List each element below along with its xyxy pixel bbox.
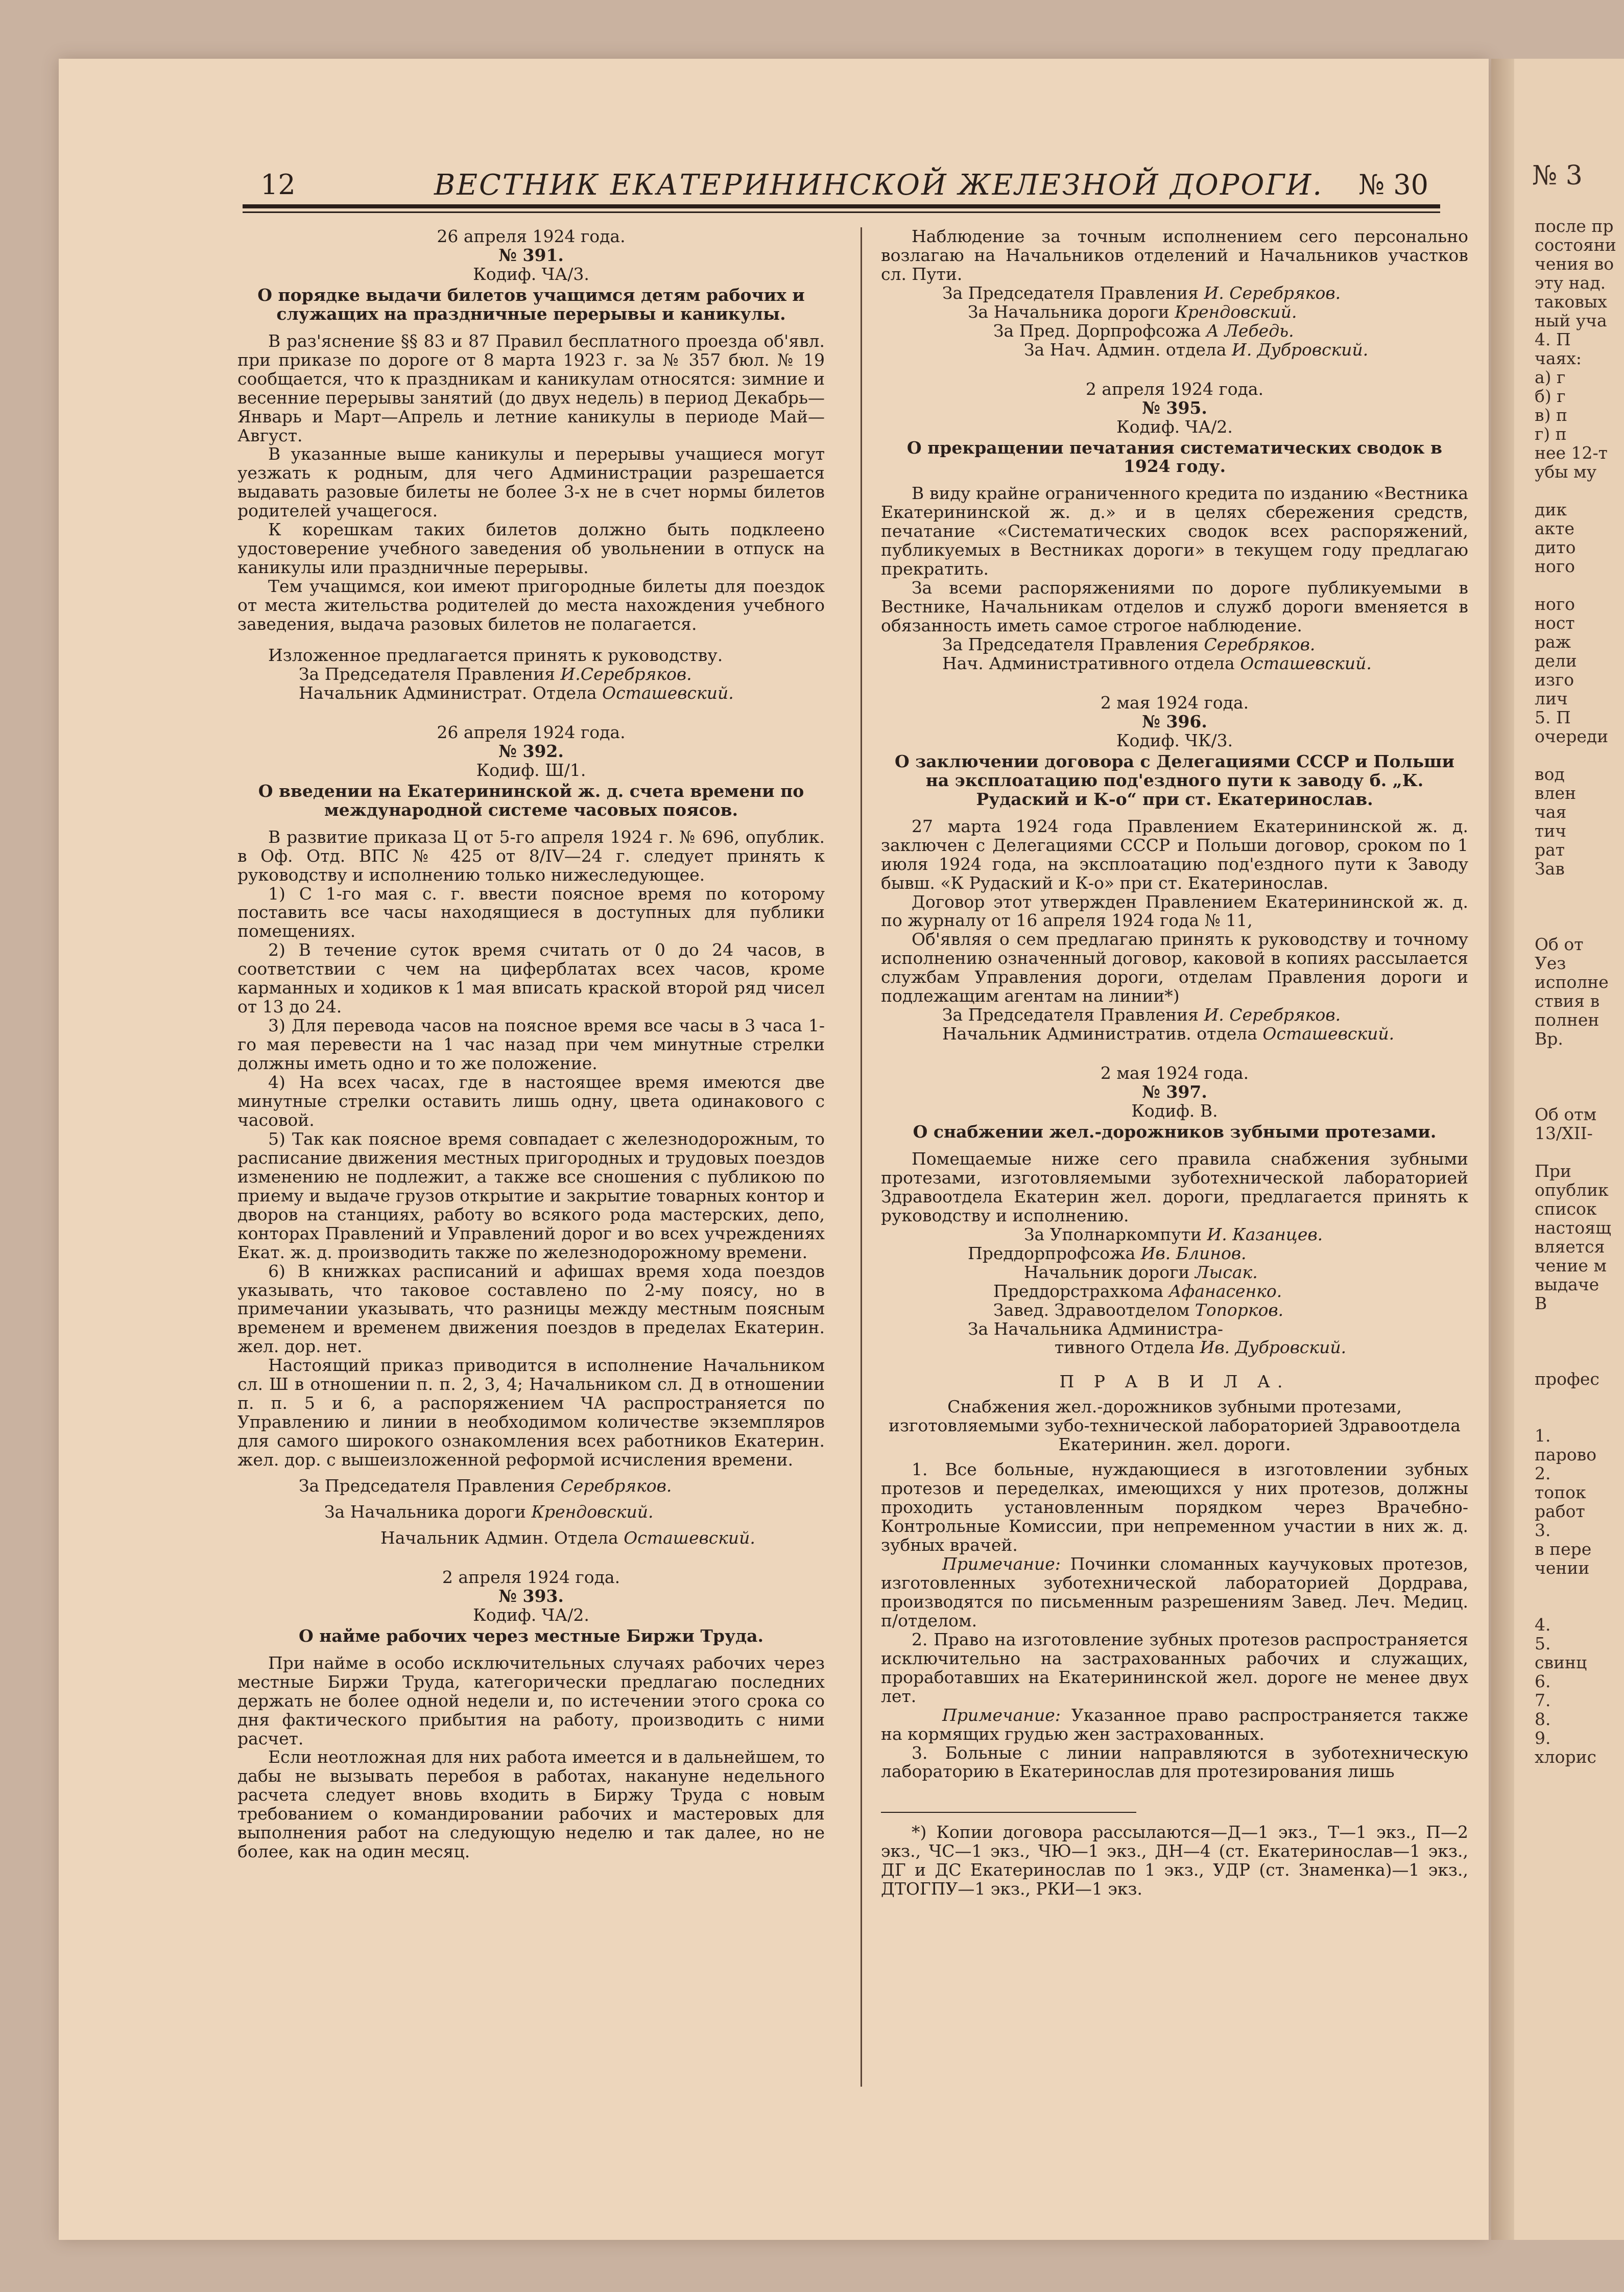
page-number: 12 xyxy=(260,169,296,201)
next-page-line: свинц xyxy=(1535,1652,1587,1672)
next-page-line: хлорис xyxy=(1535,1747,1597,1767)
order-395 xyxy=(881,380,1468,673)
next-page-line: ност xyxy=(1535,613,1575,633)
next-page-line xyxy=(1514,1068,1616,1086)
next-page-line: 4. xyxy=(1535,1615,1551,1635)
next-page-line: таковых xyxy=(1535,292,1607,312)
order-title: О найме рабочих через местные Биржи Труда. xyxy=(298,1625,763,1646)
next-page-line: тич xyxy=(1535,821,1567,841)
next-page-line: ного xyxy=(1535,594,1575,614)
paragraph: При найме в особо исключительных случаях рабочих через местные Биржи Труда, категорически предлагаю последних держать не более одной недели и, по истечении этого срока со дня фактического прибытия на работу, производить с ними расчет. xyxy=(237,1652,825,1748)
next-page-lines xyxy=(1514,217,1616,1767)
signature-line: За Председателя Правления И.Серебряков. xyxy=(299,664,692,684)
signature-line: За Председателя Правления И. Серебряков. xyxy=(942,282,1341,303)
paragraph: В указанные выше каникулы и перерывы учащиеся могут уезжать к родным, для чего Администрации разрешается выдавать разовые билеты не более 3-х не в счет нормы билетов родителей учащегося. xyxy=(237,444,825,521)
next-page-line: в пере xyxy=(1535,1539,1592,1559)
next-page-line: Вр. xyxy=(1535,1029,1563,1049)
paragraph: В виду крайне ограниченного кредита по изданию «Вестника Екатерининской ж. д.» и в целях сбережения средств, печатание «Систематических сводок всех распоряжений, публикуемых в Вестниках дороги» в текущем году предлагаю прекратить. xyxy=(881,483,1468,579)
signature-line: За Председателя Правления И. Серебряков. xyxy=(942,1005,1341,1025)
next-page-line xyxy=(1514,1086,1616,1105)
next-page-line xyxy=(1514,1408,1616,1427)
next-page-line: 8. xyxy=(1535,1709,1551,1729)
header-rule xyxy=(243,204,1440,208)
next-page-line xyxy=(1514,1332,1616,1351)
next-page-line: список xyxy=(1535,1199,1597,1219)
right-column xyxy=(881,227,1468,1899)
order-397 xyxy=(881,1064,1468,1357)
signature-line: тивного Отдела Ив. Дубровский. xyxy=(1055,1337,1347,1358)
next-page-line: работ xyxy=(1535,1501,1585,1521)
signature-line: Начальник Административ. отдела Осташевский. xyxy=(942,1024,1395,1044)
next-page-line xyxy=(1514,897,1616,916)
next-page-line: влен xyxy=(1535,783,1577,803)
next-page-line: вод xyxy=(1535,764,1565,784)
next-page-line: топок xyxy=(1535,1482,1586,1502)
next-page-line xyxy=(1514,916,1616,935)
next-page-line: чая xyxy=(1535,802,1567,822)
signature-line: За Нач. Админ. отдела И. Дубровский. xyxy=(1024,339,1369,360)
next-page-line: состояни xyxy=(1535,235,1616,255)
issue-number: № 30 xyxy=(1358,169,1428,201)
next-page-line: рат xyxy=(1535,840,1565,860)
next-page-line: В xyxy=(1535,1293,1547,1313)
order-date: 26 апреля 1924 года. xyxy=(437,226,626,246)
next-page-line: выдаче xyxy=(1535,1274,1599,1294)
next-page-line: исполне xyxy=(1535,972,1609,992)
paragraph: Если неотложная для них работа имеется и в дальнейшем, то дабы не вызывать перебоя в работах, накануне недельного расчета следует вновь входить в Биржу Труда с новым требованием о командировании рабочих и мастеровых для выполнения работ на следующую неделю и так далее, но не более, как на один месяц. xyxy=(237,1747,825,1862)
signature-line: Начальник Администрат. Отдела Осташевский. xyxy=(299,682,734,703)
signature-line: За Пред. Дорпрофсожа А Лебедь. xyxy=(993,320,1294,341)
order-date: 2 мая 1924 года. xyxy=(1100,692,1249,713)
rules-section xyxy=(881,1373,1468,1781)
next-page-line: чении xyxy=(1535,1558,1590,1578)
next-page-stub xyxy=(1514,59,1624,2240)
signature-line: Завед. Здравоотделом Топорков. xyxy=(993,1299,1284,1320)
footnote-rule xyxy=(881,1812,1136,1813)
order-title: О снабжении жел.-дорожников зубными протезами. xyxy=(913,1121,1437,1142)
order-codif: Кодиф. ЧА/3. xyxy=(473,264,589,284)
next-page-line xyxy=(1514,576,1616,595)
next-page-line: а) г xyxy=(1535,367,1566,387)
paragraph: За всеми распоряжениями по дороге публикуемыми в Вестнике, Начальникам отделов и служб дороги вменяется в обязанность иметь самое строгое наблюдение. xyxy=(881,578,1468,636)
next-page-line: настоящ xyxy=(1535,1218,1611,1238)
next-page-line: ствия в xyxy=(1535,991,1600,1011)
next-page-line: Об от xyxy=(1535,934,1584,954)
paragraph: 6) В книжках расписаний и афишах время хода поездов указывать, что таковое составлено по 2-му поясу, но в примечании указывать, что разницы между местным поясным временем и временем движения поездов в пределах Екатерин. жел. дор. нет. xyxy=(237,1261,825,1357)
order-393 xyxy=(237,1568,825,1861)
signature-line: Преддорстрахкома Афанасенко. xyxy=(993,1281,1282,1301)
paragraph: Настоящий приказ приводится в исполнение Начальником сл. Ш в отношении п. п. 2, 3, 4; Начальником сл. Д в отношении п. п. 5 и 6, а распоряжением ЧА распространяется по Управлению и линии в необходимом количестве экземпляров для самого широкого ознакомления всех работников Екатерин. жел. дор. с вышеизложенной реформой исчисления времени. xyxy=(237,1355,825,1470)
paragraph: 5) Так как поясное время совпадает с железнодорожным, то расписание движения местных пригородных и трудовых поездов изменению не подлежит, а также все сношения с публикою по приему и выдаче грузов открытие и закрытие товарных контор и дворов на станциях, работу во всякого рода мастерских, депо, конторах Правлений и Управлений дорог и во всех учреждениях Екат. ж. д. производить также по железнодорожному времени. xyxy=(237,1128,825,1262)
next-page-line xyxy=(1514,1049,1616,1068)
next-page-line: 1. xyxy=(1535,1426,1551,1446)
note: Примечание: Починки сломанных каучуковых протезов, изготовленных зуботехнической лабораторией Дордрава, производятся по письменным разрешениям Завед. Леч. Медиц. п/отделом. xyxy=(881,1554,1468,1631)
order-391 xyxy=(237,227,825,703)
next-page-line xyxy=(1514,746,1616,765)
next-page-line: 13/XII- xyxy=(1535,1123,1593,1143)
signature-line: Начальник Админ. Отдела Осташевский. xyxy=(380,1527,755,1548)
order-codif: Кодиф. ЧА/2. xyxy=(473,1604,589,1625)
next-page-line xyxy=(1514,1351,1616,1370)
next-page-line xyxy=(1514,1578,1616,1597)
signature-line: За Начальника дороги Крендовский. xyxy=(968,301,1297,322)
next-page-line: 5. П xyxy=(1535,707,1571,727)
next-page-line: раж xyxy=(1535,632,1571,652)
page-fold xyxy=(1491,59,1514,2240)
paragraph: 2. Право на изготовление зубных протезов распространяется исключительно на застрахованных рабочих и служащих, проработавших на Екатерининской жел. дороге не менее двух лет. xyxy=(881,1629,1468,1706)
order-393-continued xyxy=(881,227,1468,360)
signature-line: За Начальника Администра- xyxy=(968,1318,1224,1339)
order-392 xyxy=(237,723,825,1548)
header-rule-thin xyxy=(243,211,1440,213)
next-page-line: 9. xyxy=(1535,1728,1551,1748)
next-page-line: 5. xyxy=(1535,1634,1551,1653)
next-page-line: 2. xyxy=(1535,1463,1551,1483)
footnote: *) Копии договора рассылаются—Д—1 экз., Т—1 экз., П—2 экз., ЧС—1 экз., ЧЮ—1 экз., ДН—4 (ст. Екатеринослав—1 экз., ДГ и ДС Екатеринослав по 1 экз., УДР (ст. Знаменка)—1 экз., ДТОГПУ—1 экз., РКИ—1 экз. xyxy=(881,1822,1468,1899)
order-codif: Кодиф. ЧА/2. xyxy=(1116,416,1233,437)
next-page-line xyxy=(1514,1597,1616,1616)
paragraph: 2) В течение суток время считать от 0 до 24 часов, в соответствии с чем на циферблатах всех часов, кроме карманных и ходиков к 1 мая вписать краской второй ряд чисел от 13 до 24. xyxy=(237,940,825,1017)
paragraph: Наблюдение за точным исполнением сего персонально возлагаю на Начальников отделений и Начальников участков сл. Пути. xyxy=(881,226,1468,284)
next-page-line: очереди xyxy=(1535,726,1609,746)
next-page-line: убы му xyxy=(1535,462,1597,482)
next-page-line: Уез xyxy=(1535,953,1566,973)
next-page-line: парово xyxy=(1535,1445,1597,1464)
next-page-line: акте xyxy=(1535,518,1575,538)
next-page-line: 6. xyxy=(1535,1671,1551,1691)
paragraph: 1) С 1-го мая с. г. ввести поясное время по которому поставить все часы находящиеся в доступных для публики помещениях. xyxy=(237,883,825,941)
order-number: № 395. xyxy=(1142,397,1207,418)
order-codif: Кодиф. В. xyxy=(1131,1101,1218,1121)
order-codif: Кодиф. ЧК/3. xyxy=(1116,730,1233,750)
next-page-line: ного xyxy=(1535,556,1575,576)
rules-heading: П Р А В И Л А. xyxy=(1059,1372,1290,1392)
newspaper-title: ВЕСТНИК ЕКАТЕРИНИНСКОЙ ЖЕЛЕЗНОЙ ДОРОГИ. xyxy=(434,169,1324,202)
paragraph: 3. Больные с линии направляются в зуботехническую лабораторию в Екатеринослав для протезирования лишь xyxy=(881,1742,1468,1782)
order-number: № 396. xyxy=(1142,711,1207,731)
order-title: О прекращении печатания систематических сводок в 1924 году. xyxy=(906,437,1443,477)
next-page-header: № 3 xyxy=(1532,160,1583,191)
paragraph: 27 марта 1924 года Правлением Екатерининской ж. д. заключен с Делегациями СССР и Польши договор, сроком по 1 июля 1924 года, на эксплоатацию под'ездного пути к Заводу бывш. «К Рудаский и К-о» при ст. Екатеринослав. xyxy=(881,816,1468,893)
next-page-line: опублик xyxy=(1535,1180,1609,1200)
order-number: № 393. xyxy=(498,1586,564,1606)
next-page-line: чаях: xyxy=(1535,348,1582,368)
next-page-line xyxy=(1514,879,1616,897)
order-396 xyxy=(881,694,1468,1044)
order-date: 2 мая 1924 года. xyxy=(1100,1063,1249,1083)
next-page-line: дели xyxy=(1535,651,1577,671)
next-page-line: лич xyxy=(1535,689,1568,708)
paragraph: В развитие приказа Ц от 5-го апреля 1924 г. № 696, опублик. в Оф. Отд. ВПС № 425 от 8/IV—24 г. следует принять к руководству и исполнению только нижеследующее. xyxy=(237,826,825,885)
next-page-line: чения во xyxy=(1535,254,1614,274)
next-page-line: 7. xyxy=(1535,1690,1551,1710)
next-page-line: полнен xyxy=(1535,1010,1599,1030)
order-codif: Кодиф. Ш/1. xyxy=(476,760,586,780)
paragraph: 4) На всех часах, где в настоящее время имеются две минутные стрелки оставить лишь одну, цвета одинакового с часовой. xyxy=(237,1072,825,1130)
next-page-line: Об отм xyxy=(1535,1104,1597,1124)
next-page-line: профес xyxy=(1535,1369,1599,1389)
paragraph: Изложенное предлагается принять к руководству. xyxy=(268,645,723,666)
signature-line: Начальник дороги Лысак. xyxy=(1024,1262,1258,1282)
order-number: № 397. xyxy=(1142,1082,1207,1102)
order-title: О введении на Екатерининской ж. д. счета времени по международной системе часовых поясов. xyxy=(258,781,804,820)
paragraph: В раз'яснение §§ 83 и 87 Правил бесплатного проезда об'явл. при приказе по дороге от 8 марта 1923 г. за № 357 бюл. № 19 сообщается, что к праздникам и каникулам относятся: зимние и весенние перерывы занятий (до двух недель) в период Декабрь—Январь и Март—Апрель и летние каникулы в периоде Май—Август. xyxy=(237,330,825,445)
next-page-line xyxy=(1514,1143,1616,1162)
order-title: О порядке выдачи билетов учащимся детям рабочих и служащих на праздничные перерывы и каникулы. xyxy=(257,285,805,324)
next-page-line: г) п xyxy=(1535,424,1567,444)
rules-subtitle: Снабжения жел.-дорожников зубными протезами, изготовляемыми зубо-технической лабораторией Здравоотдела Екатеринин. жел. дороги. xyxy=(889,1397,1461,1455)
paragraph: Помещаемые ниже сего правила снабжения зубными протезами, изготовляемыми зуботехнической лабораторией Здравоотдела Екатерин жел. дороги, предлагается принять к руководству и исполнению. xyxy=(881,1148,1468,1225)
signature-line: За Уполнаркомпути И. Казанцев. xyxy=(1024,1224,1323,1244)
next-page-line xyxy=(1514,1313,1616,1332)
paragraph: Договор этот утвержден Правлением Екатерининской ж. д. по журналу от 16 апреля 1924 года № 11, xyxy=(881,891,1468,931)
next-page-line: чение м xyxy=(1535,1256,1607,1275)
next-page-line xyxy=(1514,482,1616,501)
left-column xyxy=(237,227,825,1861)
next-page-line: 4. П xyxy=(1535,329,1571,349)
order-number: № 392. xyxy=(498,741,564,761)
next-page-line: после пр xyxy=(1535,216,1614,236)
order-number: № 391. xyxy=(498,245,564,265)
next-page-line: дик xyxy=(1535,500,1567,519)
next-page-line: изго xyxy=(1535,670,1574,690)
next-page-line: в) п xyxy=(1535,405,1567,425)
next-page-line: вляется xyxy=(1535,1237,1605,1257)
paragraph: К корешкам таких билетов должно быть подклеено удостоверение учебного заведения об увольнении в отпуск на каникулы или праздничные перерывы. xyxy=(237,519,825,578)
next-page-line: б) г xyxy=(1535,386,1566,406)
order-date: 26 апреля 1924 года. xyxy=(437,722,626,742)
paragraph: 1. Все больные, нуждающиеся в изготовлении зубных протезов и переделках, имеющихся у них протезов, должны проходить установленным порядком через Врачебно-Контрольные Комиссии, при непременном участии в них ж. д. зубных врачей. xyxy=(881,1459,1468,1555)
signature-line: За Начальника дороги Крендовский. xyxy=(324,1502,654,1522)
paragraph: Об'являя о сем предлагаю принять к руководству и точному исполнению означенный договор, каковой в копиях рассылается службам Управления дороги, отделам Правления дороги и подлежащим агентам на линии*) xyxy=(881,929,1468,1006)
paragraph: 3) Для перевода часов на поясное время все часы в 3 часа 1-го мая перевести на 1 час назад при чем минутные стрелки должны иметь одно и то же положение. xyxy=(237,1015,825,1074)
next-page-line: ный уча xyxy=(1535,311,1607,330)
signature-line: Преддорпрофсожа Ив. Блинов. xyxy=(968,1243,1247,1263)
signature-line: За Председателя Правления Серебряков. xyxy=(299,1476,672,1496)
next-page-line: дито xyxy=(1535,537,1576,557)
paragraph: Тем учащимся, кои имеют пригородные билеты для поездок от места жительства родителей до места нахождения учебного заведения, выдача разовых билетов не полагается. xyxy=(237,576,825,634)
signature-line: За Председателя Правления Серебряков. xyxy=(942,634,1316,655)
next-page-line: 3. xyxy=(1535,1520,1551,1540)
next-page-line: Зав xyxy=(1535,859,1565,879)
order-date: 2 апреля 1924 года. xyxy=(442,1567,620,1587)
order-title: О заключении договора с Делегациями СССР и Польши на эксплоатацию под'ездного пути к заводу б. „К. Рудаский и К-о“ при ст. Екатеринослав. xyxy=(895,751,1454,809)
next-page-line xyxy=(1514,1389,1616,1408)
next-page-line: нее 12-т xyxy=(1535,443,1608,463)
order-date: 2 апреля 1924 года. xyxy=(1085,379,1264,399)
next-page-line: эту над. xyxy=(1535,273,1606,293)
column-separator xyxy=(861,227,862,2087)
signature-line: Нач. Административного отдела Осташевский. xyxy=(942,653,1372,674)
next-page-line: При xyxy=(1535,1161,1571,1181)
note: Примечание: Указанное право распространяется также на кормящих грудью жен застрахованных. xyxy=(881,1705,1469,1744)
